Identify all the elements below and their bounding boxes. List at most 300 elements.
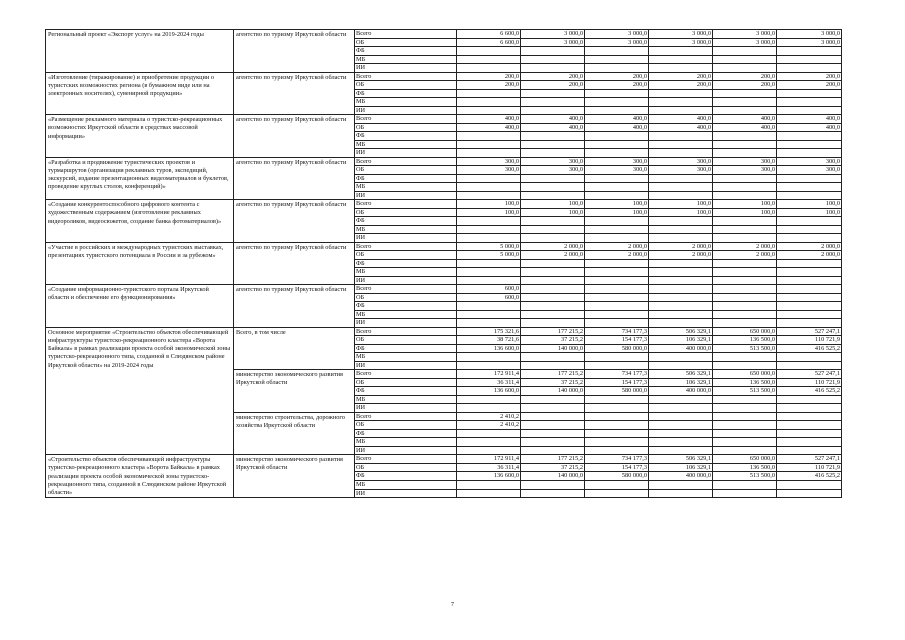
amount-cell: 136 500,0 — [713, 463, 777, 472]
amount-cell: 2 000,0 — [585, 242, 649, 251]
amount-cell: 3 000,0 — [777, 30, 842, 39]
amount-cell — [777, 438, 842, 447]
amount-cell: 600,0 — [457, 285, 521, 294]
amount-cell: 300,0 — [521, 166, 585, 175]
amount-cell: 3 000,0 — [713, 30, 777, 39]
executor-cell: агентство по туризму Иркутской области — [234, 242, 355, 285]
amount-cell — [777, 481, 842, 490]
amount-cell — [777, 489, 842, 498]
amount-cell — [649, 481, 713, 490]
amount-cell: 3 000,0 — [585, 38, 649, 47]
amount-cell — [777, 89, 842, 98]
amount-cell — [585, 361, 649, 370]
amount-cell: 3 000,0 — [521, 38, 585, 47]
amount-cell: 100,0 — [457, 200, 521, 209]
amount-cell — [585, 489, 649, 498]
amount-cell — [457, 217, 521, 226]
amount-cell — [777, 55, 842, 64]
activity-name-cell: «Создание конкурентоспособного цифрового контента с художественным содержанием (изготовление рекламных видеороликов, видеосюжетов, создание банка фотоматериалов)» — [46, 200, 234, 243]
amount-cell: 177 215,2 — [521, 370, 585, 379]
amount-cell: 3 000,0 — [521, 30, 585, 39]
funding-source-cell: МБ — [355, 55, 457, 64]
amount-cell: 650 000,0 — [713, 327, 777, 336]
amount-cell: 527 247,1 — [777, 455, 842, 464]
amount-cell: 734 177,3 — [585, 455, 649, 464]
amount-cell — [649, 89, 713, 98]
amount-cell — [457, 302, 521, 311]
amount-cell: 2 000,0 — [713, 242, 777, 251]
funding-source-cell: ИИ — [355, 191, 457, 200]
executor-cell: министерство строительства, дорожного хозяйства Иркутской области — [234, 412, 355, 455]
amount-cell: 734 177,3 — [585, 327, 649, 336]
amount-cell: 200,0 — [777, 81, 842, 90]
amount-cell — [777, 234, 842, 243]
amount-cell: 300,0 — [713, 166, 777, 175]
amount-cell: 172 911,4 — [457, 455, 521, 464]
amount-cell — [457, 446, 521, 455]
amount-cell — [713, 310, 777, 319]
amount-cell — [585, 285, 649, 294]
funding-source-cell: ИИ — [355, 361, 457, 370]
amount-cell — [521, 132, 585, 141]
amount-cell — [521, 404, 585, 413]
amount-cell: 300,0 — [585, 157, 649, 166]
amount-cell: 172 911,4 — [457, 370, 521, 379]
amount-cell — [649, 438, 713, 447]
amount-cell — [521, 217, 585, 226]
amount-cell — [521, 140, 585, 149]
amount-cell: 6 600,0 — [457, 30, 521, 39]
amount-cell — [457, 89, 521, 98]
amount-cell — [585, 310, 649, 319]
amount-cell: 2 000,0 — [777, 242, 842, 251]
amount-cell — [649, 412, 713, 421]
amount-cell: 416 525,2 — [777, 387, 842, 396]
amount-cell: 400 000,0 — [649, 472, 713, 481]
amount-cell — [521, 89, 585, 98]
amount-cell — [713, 149, 777, 158]
amount-cell — [585, 446, 649, 455]
amount-cell: 400,0 — [649, 123, 713, 132]
amount-cell — [457, 225, 521, 234]
amount-cell — [777, 191, 842, 200]
funding-source-cell: МБ — [355, 481, 457, 490]
amount-cell — [457, 174, 521, 183]
page-number: 7 — [451, 602, 454, 608]
amount-cell: 580 000,0 — [585, 387, 649, 396]
amount-cell: 200,0 — [649, 72, 713, 81]
funding-source-cell: МБ — [355, 353, 457, 362]
amount-cell — [713, 98, 777, 107]
amount-cell — [649, 259, 713, 268]
funding-source-cell: Всего — [355, 370, 457, 379]
amount-cell — [649, 293, 713, 302]
amount-cell: 136 500,0 — [713, 378, 777, 387]
amount-cell — [521, 395, 585, 404]
amount-cell — [777, 421, 842, 430]
executor-cell: агентство по туризму Иркутской области — [234, 157, 355, 200]
amount-cell — [649, 268, 713, 277]
amount-cell — [713, 481, 777, 490]
funding-source-cell: ФБ — [355, 302, 457, 311]
funding-source-cell: МБ — [355, 225, 457, 234]
amount-cell: 100,0 — [585, 200, 649, 209]
amount-cell: 400,0 — [777, 115, 842, 124]
amount-cell: 416 525,2 — [777, 472, 842, 481]
funding-source-cell: МБ — [355, 310, 457, 319]
amount-cell: 36 311,4 — [457, 463, 521, 472]
amount-cell — [585, 174, 649, 183]
table-body — [46, 30, 842, 498]
amount-cell: 200,0 — [585, 81, 649, 90]
amount-cell: 300,0 — [713, 157, 777, 166]
amount-cell: 2 000,0 — [521, 251, 585, 260]
amount-cell: 513 500,0 — [713, 387, 777, 396]
amount-cell — [457, 183, 521, 192]
amount-cell: 106 329,1 — [649, 336, 713, 345]
funding-source-cell: ИИ — [355, 64, 457, 73]
amount-cell: 200,0 — [649, 81, 713, 90]
amount-cell: 177 215,2 — [521, 455, 585, 464]
amount-cell — [457, 259, 521, 268]
amount-cell — [521, 310, 585, 319]
funding-source-cell: ОБ — [355, 336, 457, 345]
amount-cell — [585, 412, 649, 421]
amount-cell — [649, 140, 713, 149]
amount-cell: 200,0 — [585, 72, 649, 81]
funding-source-cell: ФБ — [355, 259, 457, 268]
amount-cell — [777, 174, 842, 183]
amount-cell — [521, 191, 585, 200]
amount-cell — [457, 140, 521, 149]
amount-cell — [777, 268, 842, 277]
amount-cell — [585, 438, 649, 447]
amount-cell — [457, 489, 521, 498]
amount-cell: 650 000,0 — [713, 455, 777, 464]
amount-cell — [713, 429, 777, 438]
amount-cell: 2 410,2 — [457, 421, 521, 430]
amount-cell — [713, 47, 777, 56]
amount-cell — [713, 268, 777, 277]
funding-source-cell: Всего — [355, 30, 457, 39]
amount-cell — [777, 149, 842, 158]
funding-source-cell: ОБ — [355, 38, 457, 47]
funding-source-cell: МБ — [355, 438, 457, 447]
amount-cell — [585, 293, 649, 302]
amount-cell — [713, 446, 777, 455]
amount-cell — [649, 47, 713, 56]
amount-cell: 110 721,9 — [777, 336, 842, 345]
amount-cell — [457, 268, 521, 277]
amount-cell — [457, 404, 521, 413]
amount-cell: 136 600,0 — [457, 472, 521, 481]
amount-cell — [457, 481, 521, 490]
amount-cell: 527 247,1 — [777, 327, 842, 336]
executor-cell: агентство по туризму Иркутской области — [234, 285, 355, 328]
amount-cell: 650 000,0 — [713, 370, 777, 379]
funding-source-cell: ИИ — [355, 319, 457, 328]
amount-cell: 100,0 — [521, 200, 585, 209]
funding-source-cell: ФБ — [355, 429, 457, 438]
activity-name-cell: «Размещение рекламного материала о туристско-рекреационных возможностях Иркутской области в средствах массовой информации» — [46, 115, 234, 158]
amount-cell: 400,0 — [457, 115, 521, 124]
amount-cell: 36 311,4 — [457, 378, 521, 387]
amount-cell: 100,0 — [585, 208, 649, 217]
funding-source-cell: Всего — [355, 157, 457, 166]
amount-cell — [457, 55, 521, 64]
funding-source-cell: ФБ — [355, 174, 457, 183]
amount-cell: 400,0 — [521, 115, 585, 124]
amount-cell: 140 000,0 — [521, 387, 585, 396]
activity-name-cell: Региональный проект «Экспорт услуг» на 2019-2024 годы — [46, 30, 234, 73]
amount-cell — [521, 438, 585, 447]
amount-cell — [585, 191, 649, 200]
funding-source-cell: Всего — [355, 455, 457, 464]
amount-cell: 38 721,6 — [457, 336, 521, 345]
amount-cell — [649, 98, 713, 107]
amount-cell: 400,0 — [585, 115, 649, 124]
amount-cell — [777, 183, 842, 192]
amount-cell — [713, 225, 777, 234]
amount-cell — [713, 234, 777, 243]
amount-cell — [649, 149, 713, 158]
amount-cell: 154 177,3 — [585, 463, 649, 472]
amount-cell — [521, 489, 585, 498]
amount-cell: 110 721,9 — [777, 463, 842, 472]
amount-cell: 527 247,1 — [777, 370, 842, 379]
amount-cell — [777, 225, 842, 234]
amount-cell: 5 000,0 — [457, 251, 521, 260]
budget-table — [45, 29, 842, 498]
amount-cell: 2 000,0 — [777, 251, 842, 260]
amount-cell — [649, 191, 713, 200]
funding-source-cell: ФБ — [355, 132, 457, 141]
funding-source-cell: ИИ — [355, 106, 457, 115]
table-row — [46, 327, 842, 336]
amount-cell: 3 000,0 — [777, 38, 842, 47]
activity-name-cell: «Участие в российских и международных туристских выставках, презентациях туристского потенциала в России и за рубежом» — [46, 242, 234, 285]
amount-cell: 400 000,0 — [649, 344, 713, 353]
amount-cell: 2 000,0 — [713, 251, 777, 260]
amount-cell: 136 500,0 — [713, 336, 777, 345]
amount-cell — [457, 106, 521, 115]
amount-cell — [521, 47, 585, 56]
amount-cell — [649, 285, 713, 294]
funding-source-cell: ИИ — [355, 234, 457, 243]
amount-cell — [713, 132, 777, 141]
amount-cell — [585, 481, 649, 490]
amount-cell: 400,0 — [457, 123, 521, 132]
table-row — [46, 157, 842, 166]
funding-source-cell: ФБ — [355, 472, 457, 481]
activity-name-cell: «Разработка и продвижение туристических проектов и турмаршрутов (организация рекламных туров, экспедиций, экскурсий, издание презентационных видеоматериалов и буклетов, проведение круглых столов, конференций)» — [46, 157, 234, 200]
funding-source-cell: ИИ — [355, 489, 457, 498]
amount-cell: 400,0 — [649, 115, 713, 124]
amount-cell — [521, 412, 585, 421]
amount-cell — [457, 429, 521, 438]
amount-cell — [649, 302, 713, 311]
executor-cell: агентство по туризму Иркутской области — [234, 115, 355, 158]
table-row — [46, 30, 842, 39]
amount-cell — [457, 319, 521, 328]
amount-cell: 734 177,3 — [585, 370, 649, 379]
amount-cell: 154 177,3 — [585, 378, 649, 387]
funding-source-cell: МБ — [355, 140, 457, 149]
amount-cell — [777, 302, 842, 311]
amount-cell: 200,0 — [521, 72, 585, 81]
amount-cell — [649, 395, 713, 404]
amount-cell — [713, 55, 777, 64]
amount-cell — [585, 319, 649, 328]
amount-cell — [457, 353, 521, 362]
funding-source-cell: ИИ — [355, 404, 457, 413]
amount-cell: 140 000,0 — [521, 472, 585, 481]
amount-cell — [713, 191, 777, 200]
amount-cell — [457, 98, 521, 107]
amount-cell — [585, 89, 649, 98]
amount-cell: 3 000,0 — [649, 30, 713, 39]
amount-cell — [777, 106, 842, 115]
amount-cell: 100,0 — [777, 208, 842, 217]
amount-cell: 580 000,0 — [585, 472, 649, 481]
funding-source-cell: ФБ — [355, 217, 457, 226]
amount-cell: 2 410,2 — [457, 412, 521, 421]
funding-source-cell: ИИ — [355, 446, 457, 455]
amount-cell — [777, 276, 842, 285]
amount-cell — [713, 412, 777, 421]
amount-cell — [521, 64, 585, 73]
amount-cell — [521, 55, 585, 64]
funding-source-cell: ОБ — [355, 421, 457, 430]
amount-cell: 140 000,0 — [521, 344, 585, 353]
amount-cell: 3 000,0 — [585, 30, 649, 39]
amount-cell: 300,0 — [457, 157, 521, 166]
amount-cell — [777, 132, 842, 141]
amount-cell: 300,0 — [777, 166, 842, 175]
amount-cell — [585, 47, 649, 56]
funding-source-cell: Всего — [355, 115, 457, 124]
amount-cell — [777, 353, 842, 362]
funding-source-cell: ФБ — [355, 387, 457, 396]
funding-source-cell: ОБ — [355, 251, 457, 260]
amount-cell: 2 000,0 — [521, 242, 585, 251]
amount-cell — [457, 191, 521, 200]
amount-cell — [713, 183, 777, 192]
amount-cell — [713, 64, 777, 73]
amount-cell — [585, 353, 649, 362]
table-row — [46, 242, 842, 251]
executor-cell: агентство по туризму Иркутской области — [234, 30, 355, 73]
funding-source-cell: ФБ — [355, 89, 457, 98]
amount-cell — [777, 47, 842, 56]
amount-cell: 580 000,0 — [585, 344, 649, 353]
table-row — [46, 200, 842, 209]
amount-cell — [649, 106, 713, 115]
executor-cell: Всего, в том числе — [234, 327, 355, 370]
amount-cell: 300,0 — [777, 157, 842, 166]
amount-cell — [521, 319, 585, 328]
amount-cell — [521, 225, 585, 234]
amount-cell — [521, 429, 585, 438]
amount-cell — [457, 438, 521, 447]
amount-cell: 300,0 — [649, 166, 713, 175]
amount-cell — [521, 234, 585, 243]
amount-cell — [521, 302, 585, 311]
amount-cell — [649, 429, 713, 438]
amount-cell — [777, 259, 842, 268]
funding-source-cell: Всего — [355, 327, 457, 336]
table-row — [46, 455, 842, 464]
amount-cell: 37 215,2 — [521, 378, 585, 387]
amount-cell — [521, 268, 585, 277]
amount-cell — [649, 361, 713, 370]
amount-cell — [585, 234, 649, 243]
funding-source-cell: Всего — [355, 412, 457, 421]
amount-cell — [457, 361, 521, 370]
amount-cell — [713, 421, 777, 430]
amount-cell — [521, 149, 585, 158]
funding-source-cell: МБ — [355, 98, 457, 107]
funding-source-cell: МБ — [355, 183, 457, 192]
amount-cell: 100,0 — [649, 200, 713, 209]
amount-cell — [713, 404, 777, 413]
amount-cell: 3 000,0 — [649, 38, 713, 47]
amount-cell: 100,0 — [457, 208, 521, 217]
amount-cell: 100,0 — [713, 200, 777, 209]
amount-cell: 200,0 — [521, 81, 585, 90]
amount-cell — [649, 404, 713, 413]
amount-cell — [585, 106, 649, 115]
amount-cell — [521, 353, 585, 362]
amount-cell: 106 329,1 — [649, 463, 713, 472]
amount-cell — [585, 132, 649, 141]
funding-source-cell: Всего — [355, 242, 457, 251]
amount-cell — [649, 55, 713, 64]
amount-cell: 400,0 — [777, 123, 842, 132]
amount-cell — [777, 98, 842, 107]
amount-cell — [585, 149, 649, 158]
amount-cell — [585, 302, 649, 311]
amount-cell: 200,0 — [713, 72, 777, 81]
funding-source-cell: МБ — [355, 268, 457, 277]
amount-cell: 300,0 — [521, 157, 585, 166]
amount-cell: 200,0 — [457, 72, 521, 81]
funding-source-cell: ФБ — [355, 344, 457, 353]
funding-source-cell: ОБ — [355, 293, 457, 302]
amount-cell — [649, 132, 713, 141]
amount-cell — [777, 446, 842, 455]
amount-cell: 110 721,9 — [777, 378, 842, 387]
amount-cell — [649, 276, 713, 285]
amount-cell — [713, 395, 777, 404]
amount-cell — [649, 217, 713, 226]
funding-source-cell: ИИ — [355, 149, 457, 158]
amount-cell — [713, 140, 777, 149]
amount-cell — [713, 217, 777, 226]
amount-cell — [713, 293, 777, 302]
amount-cell: 175 321,6 — [457, 327, 521, 336]
amount-cell — [777, 412, 842, 421]
amount-cell: 200,0 — [713, 81, 777, 90]
amount-cell — [649, 446, 713, 455]
amount-cell — [649, 353, 713, 362]
amount-cell — [713, 174, 777, 183]
amount-cell: 3 000,0 — [713, 38, 777, 47]
amount-cell — [521, 293, 585, 302]
funding-source-cell: Всего — [355, 72, 457, 81]
funding-source-cell: ИИ — [355, 276, 457, 285]
amount-cell — [777, 310, 842, 319]
